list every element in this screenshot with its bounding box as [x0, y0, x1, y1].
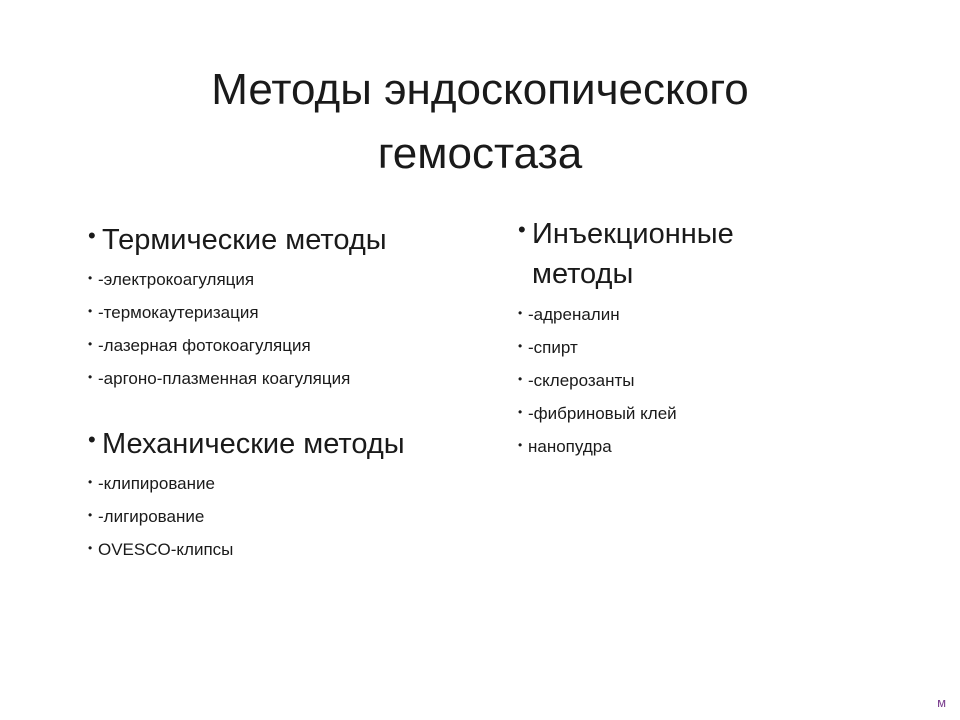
injection-item-adrenaline: • -адреналин: [518, 304, 848, 326]
injection-item-fibrin-glue: • -фибриновый клей: [518, 403, 848, 425]
injection-methods-heading: [518, 214, 848, 294]
injection-item-nanopowder: • нанопудра: [518, 436, 848, 458]
right-column: [518, 214, 848, 458]
slide-title: [0, 58, 960, 186]
thermal-item-argon-plasma-coagulation: • -аргоно-плазменная коагуляция: [88, 368, 508, 390]
mechanical-item-ligation: • -лигирование: [88, 506, 508, 528]
left-column: [88, 222, 508, 561]
footer-mark: м: [937, 695, 946, 710]
injection-item-sclerosants: • -склерозанты: [518, 370, 848, 392]
mechanical-item-clipping: • -клипирование: [88, 473, 508, 495]
mechanical-methods-heading: • Механические методы: [88, 426, 508, 462]
injection-heading-line-1: Инъекционные: [532, 218, 734, 250]
thermal-item-electrocoagulation: • -электрокоагуляция: [88, 269, 508, 291]
mechanical-item-ovesco-clips: • OVESCO-клипсы: [88, 539, 508, 561]
thermal-methods-heading: • Термические методы: [88, 222, 508, 258]
section-spacer: [88, 390, 508, 426]
injection-item-alcohol: • -спирт: [518, 337, 848, 359]
slide-title-line-2: гемостаза: [377, 129, 583, 178]
thermal-item-thermocauterization: • -термокаутеризация: [88, 302, 508, 324]
slide-title-line-1: Методы эндоскопического: [211, 65, 749, 114]
thermal-item-laser-photocoagulation: • -лазерная фотокоагуляция: [88, 335, 508, 357]
injection-heading-line-2: методы: [532, 258, 634, 290]
